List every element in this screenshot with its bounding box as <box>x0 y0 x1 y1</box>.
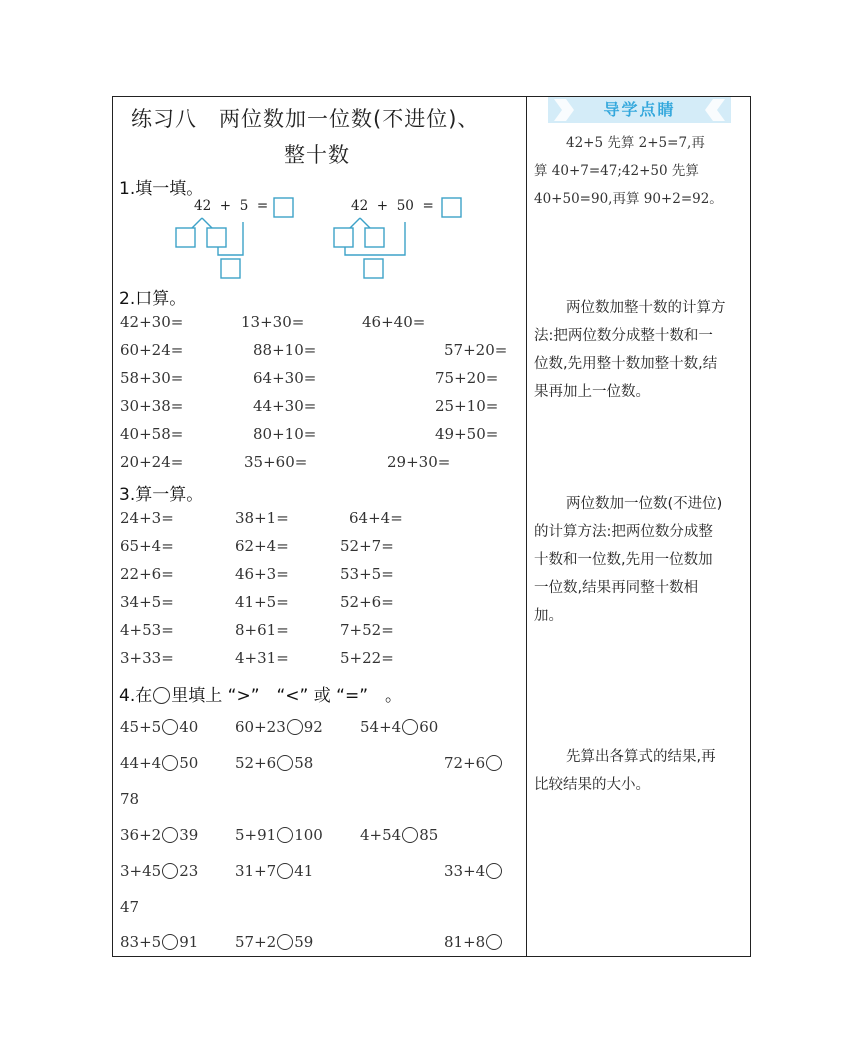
guide-banner-title: 导学点睛 <box>603 100 676 119</box>
oral-r1c3: 46+40= <box>362 313 426 331</box>
calc-r1c2: 38+1= <box>235 509 289 527</box>
diagram1-sum-box[interactable] <box>221 259 240 278</box>
section4-heading-post: 里填上 “>” “<” 或 “=” 。 <box>171 686 403 706</box>
compare-circle-input[interactable] <box>277 934 293 950</box>
tip1-line3: 40+50=90,再算 90+2=92。 <box>534 191 723 207</box>
calc-r6c2: 4+31= <box>235 649 289 667</box>
oral-r2c1: 60+24= <box>120 341 184 359</box>
diagram2-tens-box[interactable] <box>334 228 353 247</box>
diagram2-answer-box[interactable] <box>442 198 461 217</box>
compare-circle-input[interactable] <box>287 719 303 735</box>
compare-item-8: 5+91 100 <box>235 826 323 844</box>
compare-circle-input[interactable] <box>402 719 418 735</box>
tip1-line1: 42+5 先算 2+5=7,再 <box>566 135 705 151</box>
page-title-line2: 整十数 <box>284 143 350 167</box>
compare-item-1: 45+5 40 <box>120 718 199 736</box>
column-divider <box>526 96 527 957</box>
compare-item-5: 52+6 58 <box>235 754 314 772</box>
diagram2-boxes <box>328 195 468 280</box>
compare-circle-input[interactable] <box>277 755 293 771</box>
oral-r4c2: 44+30= <box>253 397 317 415</box>
compare-circle-input[interactable] <box>162 755 178 771</box>
calc-r6c3: 5+22= <box>340 649 394 667</box>
compare-item-10: 3+45 23 <box>120 862 199 880</box>
oral-r6c2: 35+60= <box>244 453 308 471</box>
compare-item-4: 44+4 50 <box>120 754 199 772</box>
oral-r4c3: 25+10= <box>435 397 499 415</box>
calc-r2c1: 65+4= <box>120 537 174 555</box>
section1-heading: 1.填一填。 <box>119 179 204 199</box>
oral-r2c3: 57+20= <box>444 341 508 359</box>
calc-r1c3: 64+4= <box>349 509 403 527</box>
compare-item-14: 57+2 59 <box>235 933 314 951</box>
oral-r4c1: 30+38= <box>120 397 184 415</box>
oral-r5c1: 40+58= <box>120 425 184 443</box>
compare-circle-input[interactable] <box>162 863 178 879</box>
oral-r2c2: 88+10= <box>253 341 317 359</box>
tip1-line2: 算 40+7=47;42+50 先算 <box>534 163 699 179</box>
tip2-line1: 两位数加整十数的计算方 <box>566 300 726 316</box>
diagram1-ones-box[interactable] <box>207 228 226 247</box>
compare-item-2: 60+23 92 <box>235 718 323 736</box>
section3-heading: 3.算一算。 <box>119 485 204 505</box>
compare-item-11: 31+7 41 <box>235 862 314 880</box>
tip3-line5: 加。 <box>534 608 563 624</box>
compare-circle-input[interactable] <box>277 827 293 843</box>
calc-r4c2: 41+5= <box>235 593 289 611</box>
tip4-line2: 比较结果的大小。 <box>534 777 650 793</box>
compare-item-12: 33+4 <box>444 862 503 880</box>
compare-item-3: 54+4 60 <box>360 718 439 736</box>
calc-r3c3: 53+5= <box>340 565 394 583</box>
tip2-line2: 法:把两位数分成整十数和一 <box>534 328 713 344</box>
calc-r1c1: 24+3= <box>120 509 174 527</box>
diagram2-right: 50 <box>396 198 414 214</box>
oral-r1c2: 13+30= <box>241 313 305 331</box>
tip3-line1: 两位数加一位数(不进位) <box>566 496 723 512</box>
compare-item-13: 83+5 91 <box>120 933 199 951</box>
oral-r6c3: 29+30= <box>387 453 451 471</box>
oral-r1c1: 42+30= <box>120 313 184 331</box>
tip2-line3: 位数,先用整十数加整十数,结 <box>534 356 718 372</box>
calc-r4c1: 34+5= <box>120 593 174 611</box>
tip3-line2: 的计算方法:把两位数分成整 <box>534 524 713 540</box>
calc-r6c1: 3+33= <box>120 649 174 667</box>
compare-item-12-wrap: 47 <box>120 898 140 916</box>
tip3-line4: 一位数,结果再同整十数相 <box>534 580 699 596</box>
calc-r2c2: 62+4= <box>235 537 289 555</box>
oral-r5c2: 80+10= <box>253 425 317 443</box>
diagram1-op: + <box>219 198 232 214</box>
oral-r5c3: 49+50= <box>435 425 499 443</box>
diagram1-right: 5 <box>239 198 249 214</box>
calc-r5c3: 7+52= <box>340 621 394 639</box>
diagram2-ones-box[interactable] <box>365 228 384 247</box>
diagram1-answer-box[interactable] <box>274 198 293 217</box>
diagram1-eq: = <box>256 198 269 214</box>
section4-heading <box>119 681 402 706</box>
compare-circle-input[interactable] <box>402 827 418 843</box>
calc-r5c2: 8+61= <box>235 621 289 639</box>
compare-item-7: 36+2 39 <box>120 826 199 844</box>
circle-icon <box>153 687 170 704</box>
tip4-line1: 先算出各算式的结果,再 <box>566 749 716 765</box>
diagram2-eq: = <box>422 198 434 214</box>
section4-heading-pre: 4.在 <box>119 686 153 706</box>
calc-r5c1: 4+53= <box>120 621 174 639</box>
diagram1-left: 42 <box>194 198 212 214</box>
diagram1-boxes <box>170 195 310 280</box>
calc-r3c1: 22+6= <box>120 565 174 583</box>
compare-item-6-wrap: 78 <box>120 790 140 808</box>
diagram1-tens-box[interactable] <box>176 228 195 247</box>
section2-heading: 2.口算。 <box>119 289 187 309</box>
page-title-line1: 练习八 两位数加一位数(不进位)、 <box>131 107 480 131</box>
compare-circle-input[interactable] <box>162 934 178 950</box>
oral-r3c3: 75+20= <box>435 369 499 387</box>
calc-r4c3: 52+6= <box>340 593 394 611</box>
tip2-line4: 果再加上一位数。 <box>534 384 650 400</box>
compare-item-6: 72+6 <box>444 754 503 772</box>
compare-circle-input[interactable] <box>277 863 293 879</box>
diagram2-op: + <box>376 198 389 214</box>
diagram2-sum-box[interactable] <box>364 259 383 278</box>
oral-r6c1: 20+24= <box>120 453 184 471</box>
calc-r2c3: 52+7= <box>340 537 394 555</box>
compare-circle-input[interactable] <box>162 827 178 843</box>
compare-item-15: 81+8 <box>444 933 503 951</box>
diagram2-left: 42 <box>351 198 369 214</box>
oral-r3c2: 64+30= <box>253 369 317 387</box>
compare-circle-input[interactable] <box>486 755 502 771</box>
oral-r3c1: 58+30= <box>120 369 184 387</box>
compare-circle-input[interactable] <box>162 719 178 735</box>
compare-circle-input[interactable] <box>486 863 502 879</box>
compare-item-9: 4+54 85 <box>360 826 439 844</box>
calc-r3c2: 46+3= <box>235 565 289 583</box>
tip3-line3: 十数和一位数,先用一位数加 <box>534 552 713 568</box>
compare-circle-input[interactable] <box>486 934 502 950</box>
guide-banner <box>548 97 731 123</box>
